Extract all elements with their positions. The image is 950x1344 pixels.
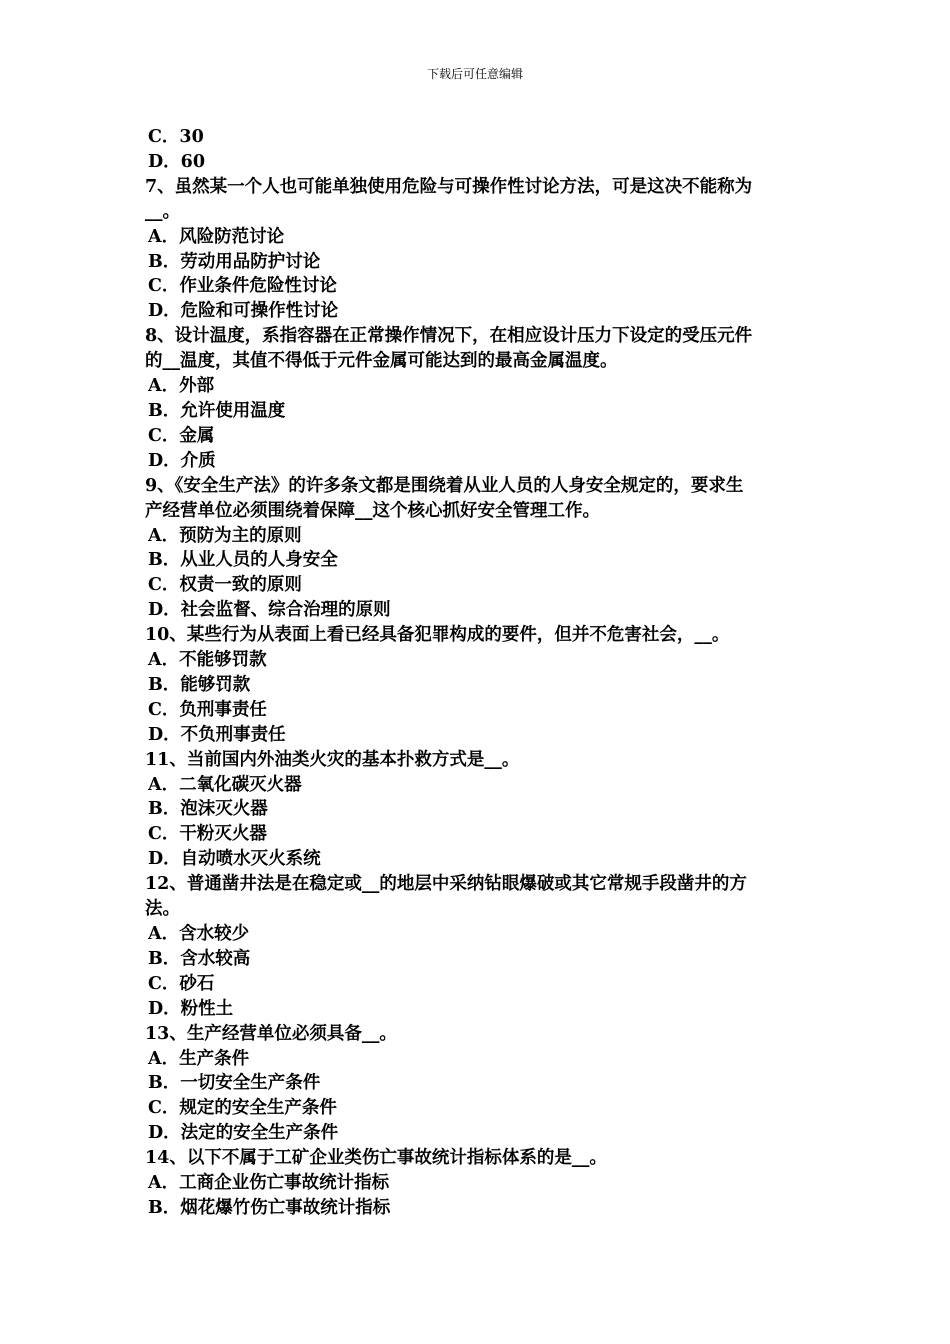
answer-option: C．干粉灭火器	[148, 824, 267, 845]
answer-option: A．含水较少	[148, 924, 250, 944]
question-text: 11、当前国内外油类火灾的基本扑救方式是__。	[145, 749, 520, 770]
answer-option: B．劳动用品防护讨论	[148, 251, 321, 272]
answer-option: A．生产条件	[148, 1048, 250, 1069]
question-text: __。	[145, 201, 180, 222]
answer-option: D．粉性土	[148, 998, 234, 1019]
answer-option: D．不负刑事责任	[148, 724, 286, 745]
question-text: 法。	[145, 899, 180, 920]
answer-option: B．含水较高	[148, 948, 251, 969]
answer-option: C．负刑事责任	[148, 699, 267, 720]
answer-option: D．60	[148, 151, 206, 172]
answer-option: B．泡沫灭火器	[148, 799, 268, 820]
answer-option: D．法定的安全生产条件	[148, 1123, 339, 1144]
answer-option: A．外部	[148, 376, 215, 397]
answer-option: D．危险和可操作性讨论	[148, 301, 339, 322]
question-text: 9、《安全生产法》的许多条文都是围绕着从业人员的人身安全规定的，要求生	[145, 475, 744, 496]
question-text: 13、生产经营单位必须具备__。	[145, 1023, 397, 1044]
question-text: 7、虽然某一个人也可能单独使用危险与可操作性讨论方法，可是这决不能称为	[145, 176, 753, 197]
answer-option: C．砂石	[148, 973, 215, 994]
answer-option: B．烟花爆竹伤亡事故统计指标	[148, 1197, 391, 1218]
answer-option: C．权责一致的原则	[148, 575, 302, 596]
answer-option: A．不能够罚款	[148, 650, 267, 671]
answer-option: C．规定的安全生产条件	[148, 1098, 337, 1119]
answer-option: B．一切安全生产条件	[148, 1073, 321, 1094]
answer-option: A．风险防范讨论	[148, 226, 285, 247]
answer-option: A．二氧化碳灭火器	[148, 774, 302, 795]
answer-option: A．工商企业伤亡事故统计指标	[148, 1173, 390, 1194]
page-header-note: 下载后可任意编辑	[426, 67, 523, 81]
document-body	[145, 125, 810, 1221]
question-text: 8、设计温度，系指容器在正常操作情况下，在相应设计压力下设定的受压元件	[145, 326, 753, 347]
answer-option: A．预防为主的原则	[148, 525, 302, 546]
answer-option: B．允许使用温度	[148, 400, 286, 421]
answer-option: B．从业人员的人身安全	[148, 550, 338, 571]
answer-option: C．作业条件危险性讨论	[148, 276, 337, 297]
question-text: 12、普通凿井法是在稳定或__的地层中采纳钻眼爆破或其它常规手段凿井的方	[145, 874, 747, 895]
answer-option: D．自动喷水灭火系统	[148, 849, 321, 870]
question-text: 10、某些行为从表面上看已经具备犯罪构成的要件，但并不危害社会，__。	[145, 625, 730, 646]
question-text: 产经营单位必须围绕着保障__这个核心抓好安全管理工作。	[145, 500, 600, 521]
answer-option: D．介质	[148, 450, 216, 471]
answer-option: B．能够罚款	[148, 674, 251, 695]
question-text: 的__温度，其值不得低于元件金属可能达到的最高金属温度。	[145, 351, 618, 372]
answer-option: C．金属	[148, 425, 215, 446]
answer-option: D．社会监督、综合治理的原则	[148, 600, 391, 621]
question-text: 14、以下不属于工矿企业类伤亡事故统计指标体系的是__。	[145, 1148, 607, 1169]
answer-option: C．30	[148, 127, 204, 147]
